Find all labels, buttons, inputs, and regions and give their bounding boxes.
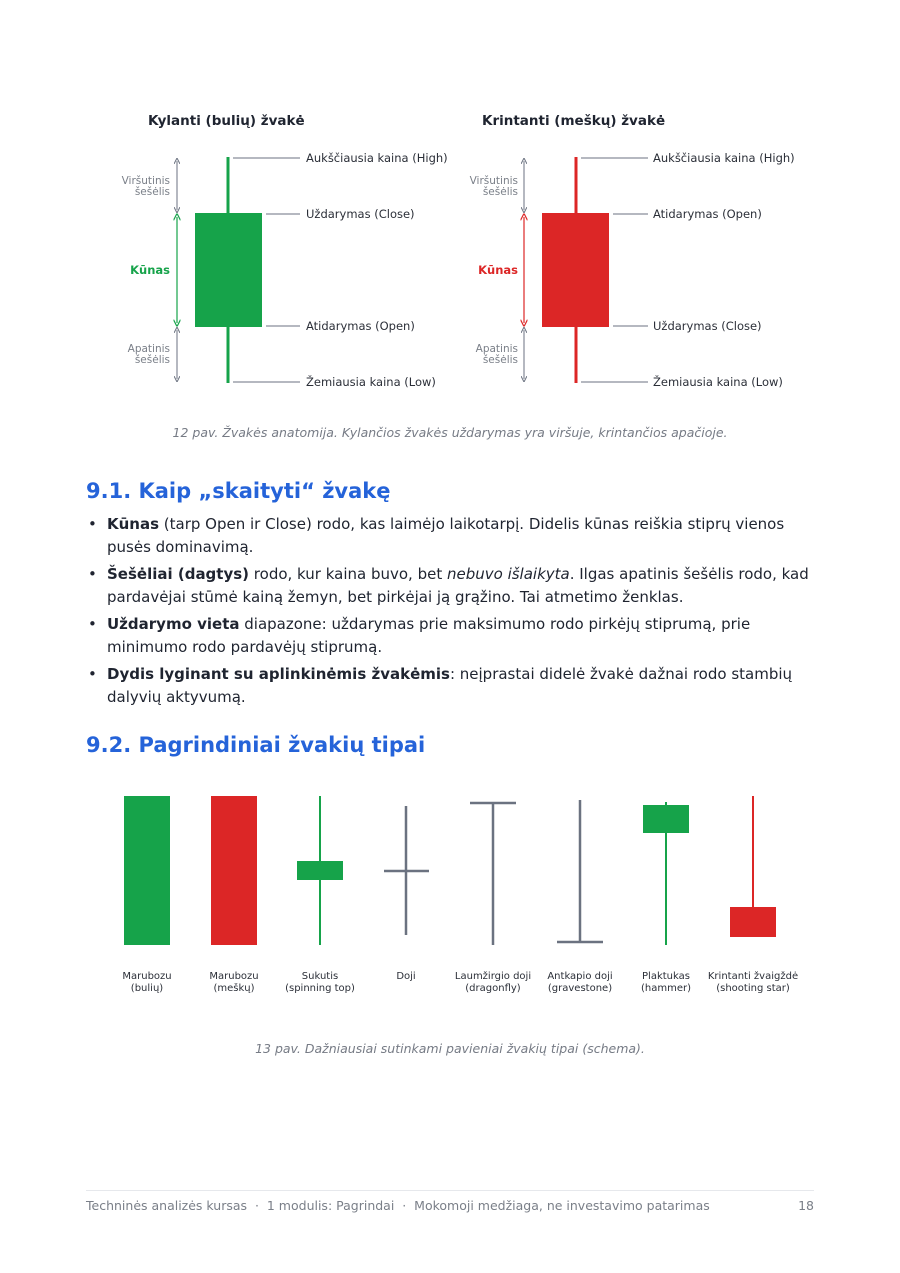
bullet-body bbox=[86, 513, 816, 559]
candle-dragonfly-doji bbox=[470, 803, 516, 945]
bear-label-open: Atidarymas (Open) bbox=[653, 207, 762, 221]
page-number: 18 bbox=[798, 1198, 814, 1213]
footer-text: Techninės analizės kursas · 1 modulis: Pagrindai · Mokomoji medžiaga, ne investavimo patarimas bbox=[86, 1198, 710, 1213]
bullet-bold: Dydis lyginant su aplinkinėmis žvakėmis bbox=[107, 665, 450, 683]
bullet-bold: Kūnas bbox=[107, 515, 160, 533]
bull-candle-diagram bbox=[122, 113, 448, 389]
bull-label-open: Atidarymas (Open) bbox=[306, 319, 415, 333]
bullet-close-location bbox=[86, 613, 816, 659]
bull-label-close: Uždarymas (Close) bbox=[306, 207, 415, 221]
candle-marubozu-bull bbox=[124, 796, 170, 945]
bull-body-label: Kūnas bbox=[130, 263, 170, 277]
bear-lower-shadow-label: Apatinis bbox=[475, 343, 518, 355]
bullet-text: : neįprastai didelė žvakė dažnai rodo stambių dalyvių aktyvumą. bbox=[107, 665, 793, 706]
candle-spinning-top bbox=[297, 796, 343, 945]
section-9-1-heading: 9.1. Kaip „skaityti“ žvakę bbox=[86, 479, 391, 503]
page-footer bbox=[86, 1198, 814, 1213]
candle-shooting-star bbox=[730, 796, 776, 937]
bear-label-close: Uždarymas (Close) bbox=[653, 319, 762, 333]
candle-marubozu-bear bbox=[211, 796, 257, 945]
label-marubozu-bull-sub: (bulių) bbox=[130, 983, 164, 994]
section-9-2-heading: 9.2. Pagrindiniai žvakių tipai bbox=[86, 733, 426, 757]
label-gravestone-doji: Antkapio doji bbox=[547, 971, 613, 982]
bear-label-high: Aukščiausia kaina (High) bbox=[653, 151, 795, 165]
candle-gravestone-doji bbox=[557, 800, 603, 942]
bullet-dot: • bbox=[88, 665, 97, 683]
bullet-text: rodo, kur kaina buvo, bet bbox=[249, 565, 447, 583]
bear-upper-shadow-label-2: šešėlis bbox=[482, 186, 518, 198]
label-shooting-star-sub: (shooting star) bbox=[716, 983, 790, 994]
label-hammer-sub: (hammer) bbox=[640, 983, 692, 994]
bullet-dot: • bbox=[88, 565, 97, 583]
bull-upper-shadow-label: Viršutinis bbox=[121, 175, 170, 187]
footer-divider bbox=[86, 1190, 814, 1191]
bull-lower-shadow-label: Apatinis bbox=[127, 343, 170, 355]
bullet-text-2: . Ilgas apatinis šešėlis rodo, kad pardavėjai stūmė kainą žemyn, bet pirkėjai ją grąžino. Tai atmetimo ženklas. bbox=[107, 565, 809, 606]
figure13-caption: 13 pav. Dažniausiai sutinkami pavieniai žvakių tipai (schema). bbox=[255, 1041, 645, 1056]
bull-body bbox=[195, 213, 262, 327]
bear-lower-shadow-label-2: šešėlis bbox=[482, 354, 518, 366]
reading-bullets bbox=[86, 513, 816, 713]
label-doji: Doji bbox=[396, 971, 416, 982]
candle-hammer bbox=[643, 802, 689, 945]
bullet-bold: Uždarymo vieta bbox=[107, 615, 240, 633]
candle-doji bbox=[384, 806, 429, 935]
bear-body-label: Kūnas bbox=[478, 263, 518, 277]
bull-label-low: Žemiausia kaina (Low) bbox=[306, 375, 436, 389]
bullet-shadows bbox=[86, 563, 816, 609]
bullet-bold: Šešėliai (dagtys) bbox=[107, 565, 250, 583]
label-marubozu-bear: Marubozu bbox=[209, 971, 259, 982]
bull-title: Kylanti (bulių) žvakė bbox=[148, 113, 305, 129]
bullet-text: diapazone: uždarymas prie maksimumo rodo pirkėjų stiprumą, prie minimumo rodo pardavėjų stiprumą. bbox=[107, 615, 751, 656]
bullet-dot: • bbox=[88, 515, 97, 533]
bear-candle-diagram bbox=[470, 113, 795, 389]
bull-lower-shadow-label-2: šešėlis bbox=[134, 354, 170, 366]
label-shooting-star: Krintanti žvaigždė bbox=[707, 971, 799, 982]
bear-title: Krintanti (meškų) žvakė bbox=[482, 113, 666, 129]
label-spinning-top-sub: (spinning top) bbox=[285, 983, 355, 994]
bullet-text: (tarp Open ir Close) rodo, kas laimėjo laikotarpį. Didelis kūnas reiškia stiprų vienos pusės dominavimą. bbox=[107, 515, 785, 556]
bear-upper-shadow-label: Viršutinis bbox=[469, 175, 518, 187]
bullet-italic: nebuvo išlaikyta bbox=[446, 565, 570, 583]
candle-types-figure bbox=[0, 780, 900, 1020]
label-spinning-top: Sukutis bbox=[301, 971, 339, 982]
figure12-caption: 12 pav. Žvakės anatomija. Kylančios žvakės uždarymas yra viršuje, krintančios apačioje. bbox=[172, 425, 728, 440]
bear-body bbox=[542, 213, 609, 327]
bullet-size bbox=[86, 663, 816, 709]
bull-upper-shadow-label-2: šešėlis bbox=[134, 186, 170, 198]
label-hammer: Plaktukas bbox=[642, 971, 690, 982]
bear-label-low: Žemiausia kaina (Low) bbox=[653, 375, 783, 389]
label-marubozu-bear-sub: (meškų) bbox=[213, 983, 255, 994]
candle-anatomy-figure bbox=[0, 0, 900, 420]
bull-label-high: Aukščiausia kaina (High) bbox=[306, 151, 448, 165]
label-dragonfly-doji: Laumžirgio doji bbox=[454, 971, 532, 982]
bullet-dot: • bbox=[88, 615, 97, 633]
label-gravestone-doji-sub: (gravestone) bbox=[547, 983, 613, 994]
label-marubozu-bull: Marubozu bbox=[122, 971, 172, 982]
label-dragonfly-doji-sub: (dragonfly) bbox=[465, 983, 521, 994]
